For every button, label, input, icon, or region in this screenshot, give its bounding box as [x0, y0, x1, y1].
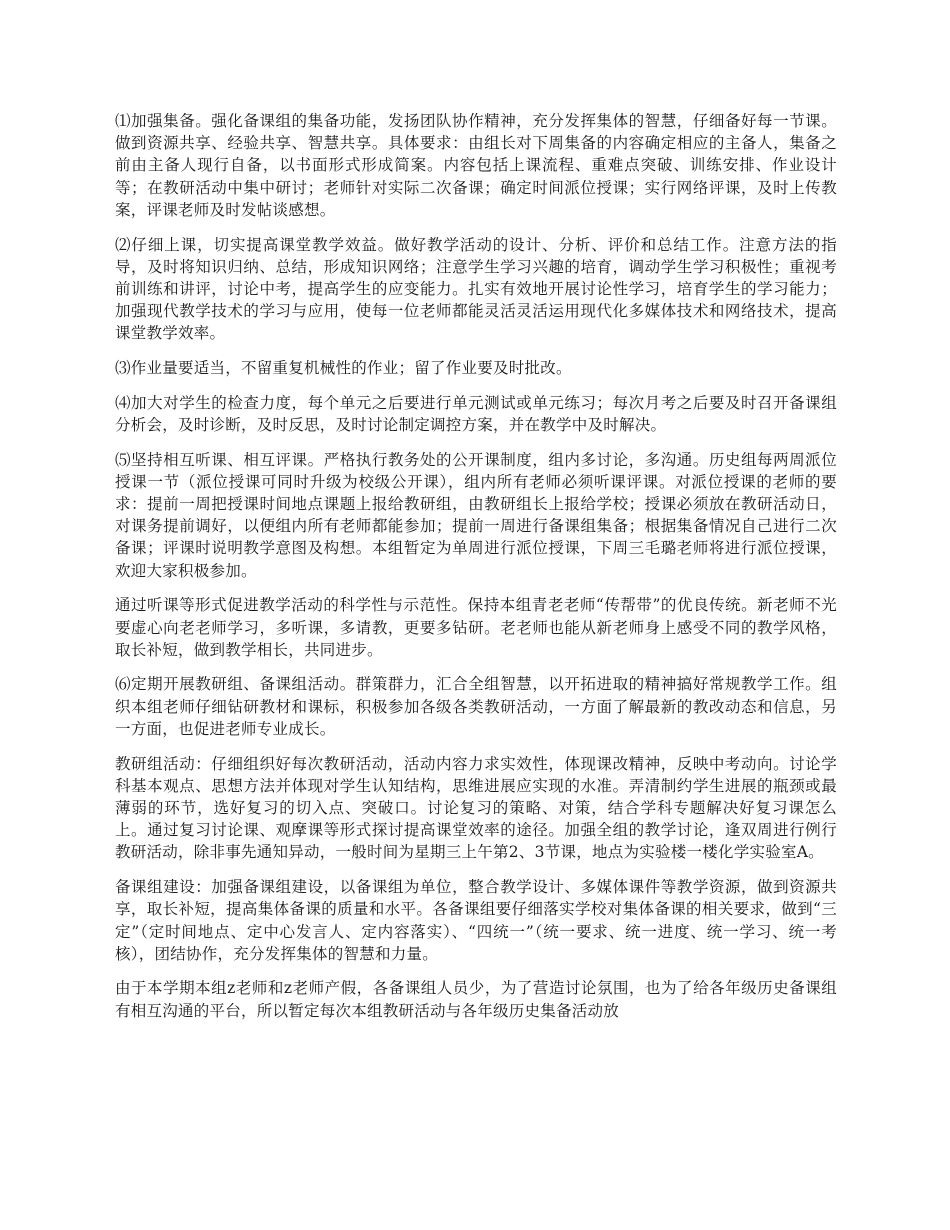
paragraph-regular-activities: ⑹定期开展教研组、备课组活动。群策群力，汇合全组智慧，以开拓进取的精神搞好常规教学工作。组织本组老师仔细钻研教材和课标，积极参加各级各类教研活动，一方面了解最新的教改动态和信息，另一方面，也促进老师专业成长。	[115, 675, 837, 738]
paragraph-peer-observation: ⑸坚持相互听课、相互评课。严格执行教务处的公开课制度，组内多讨论，多沟通。历史组每两周派位授课一节（派位授课可同时升级为校级公开课），组内所有老师必须听课评课。对派位授课的老师的要求：提前一周把授课时间地点课题上报给教研组，由教研组长上报给学校；授课必须放在教研活动日，对课务提前调好，以便组内所有老师都能参加；提前一周进行备课组集备；根据集备情况自己进行二次备课；评课时说明教学意图及构想。本组暂定为单周进行派位授课，下周三毛璐老师将进行派位授课，欢迎大家积极参加。	[115, 450, 837, 580]
paragraph-staffing: 由于本学期本组z老师和z老师产假，各备课组人员少，为了营造讨论氛围，也为了给各年级历史备课组有相互沟通的平台，所以暂定每次本组教研活动与各年级历史集备活动放	[115, 979, 837, 1020]
paragraph-mentoring: 通过听课等形式促进教学活动的科学性与示范性。保持本组青老老师“传帮带”的优良传统。新老师不光要虚心向老老师学习，多听课，多请教，更要多钻研。老老师也能从新老师身上感受不同的教学风格，取长补短，做到教学相长，共同进步。	[115, 596, 837, 659]
paragraph-lesson-group: 备课组建设：加强备课组建设，以备课组为单位，整合教学设计、多媒体课件等教学资源，做到资源共享，取长补短，提高集体备课的质量和水平。各备课组要仔细落实学校对集体备课的相关要求，做到“三定”（定时间地点、定中心发言人、定内容落实）、“四统一”（统一要求、统一进度、统一学习、统一考核），团结协作，充分发挥集体的智慧和力量。	[115, 878, 837, 963]
paragraph-careful-teaching: ⑵仔细上课，切实提高课堂教学效益。做好教学活动的设计、分析、评价和总结工作。注意方法的指导，及时将知识归纳、总结，形成知识网络；注意学生学习兴趣的培育，调动学生学习积极性；重视考前训练和讲评，讨论中考，提高学生的应变能力。扎实有效地开展讨论性学习，培育学生的学习能力；加强现代教学技术的学习与应用，使每一位老师都能灵活灵活运用现代化多媒体技术和网络技术，提高课堂教学效率。	[115, 235, 837, 343]
paragraph-collective-preparation: ⑴加强集备。强化备课组的集备功能，发扬团队协作精神，充分发挥集体的智慧，仔细备好每一节课。做到资源共享、经验共享、智慧共享。具体要求：由组长对下周集备的内容确定相应的主备人，集备之前由主备人现行自备，以书面形式形成简案。内容包括上课流程、重难点突破、训练安排、作业设计等；在教研活动中集中研讨；老师针对实际二次备课；确定时间派位授课；实行网络评课，及时上传教案，评课老师及时发帖谈感想。	[115, 112, 837, 219]
paragraph-homework: ⑶作业量要适当，不留重复机械性的作业；留了作业要及时批改。	[115, 359, 572, 378]
paragraph-research-group: 教研组活动：仔细组织好每次教研活动，活动内容力求实效性，体现课改精神，反映中考动向。讨论学科基本观点、思想方法并体现对学生认知结构，思维进展应实现的水准。弄清制约学生进展的瓶颈或最薄弱的环节，选好复习的切入点、突破口。讨论复习的策略、对策，结合学科专题解决好复习课怎么上。通过复习讨论课、观摩课等形式探讨提高课堂效率的途径。加强全组的教学讨论，逢双周进行例行教研活动，除非事先通知异动，一般时间为星期三上午第2、3节课，地点为实验楼一楼化学实验室A。	[115, 754, 837, 862]
paragraph-student-checks: ⑷加大对学生的检查力度，每个单元之后要进行单元测试或单元练习；每次月考之后要及时召开备课组分析会，及时诊断，及时反思，及时讨论制定调控方案，并在教学中及时解决。	[115, 393, 837, 434]
document-body	[115, 110, 837, 1034]
